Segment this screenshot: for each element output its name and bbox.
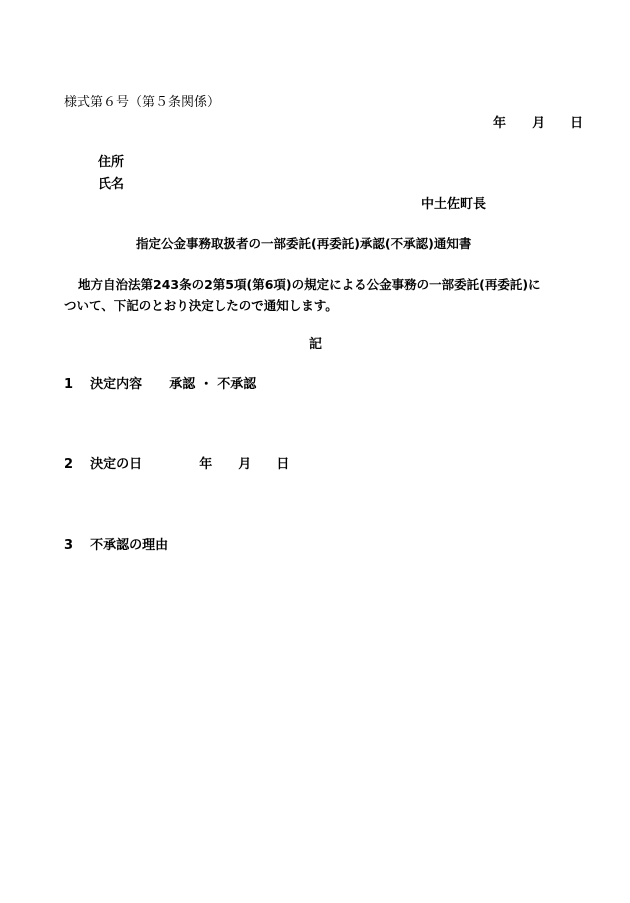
address-label: 住所 (98, 155, 125, 170)
item-3-number: 3 (64, 538, 74, 553)
item-3-label: 不承認の理由 (90, 538, 169, 553)
header-date-day: 日 (570, 116, 584, 131)
header-date-year: 年 (493, 116, 507, 131)
item-1-label: 決定内容 (90, 377, 143, 392)
ki-heading: 記 (309, 337, 323, 352)
item-2-day: 日 (276, 457, 290, 472)
body-line-1: 地方自治法第243条の2第5項(第6項)の規定による公金事務の一部委託(再委託)に (78, 277, 541, 292)
form-number: 様式第６号（第５条関係） (64, 95, 221, 110)
item-2 (64, 457, 289, 473)
item-1-number: 1 (64, 377, 74, 392)
item-2-number: 2 (64, 457, 74, 472)
item-1-value: 承認 ・ 不承認 (169, 377, 257, 392)
item-2-year: 年 (199, 457, 213, 472)
header-date (493, 116, 583, 132)
name-label: 氏名 (98, 177, 125, 192)
issuer: 中土佐町長 (421, 197, 487, 212)
item-1 (64, 377, 256, 393)
document-title: 指定公金事務取扱者の一部委託(再委託)承認(不承認)通知書 (136, 236, 472, 251)
item-3 (64, 538, 168, 554)
item-2-label: 決定の日 (90, 457, 143, 472)
body-line-2: ついて、下記のとおり決定したので通知します。 (64, 298, 338, 313)
item-2-month: 月 (238, 457, 252, 472)
header-date-month: 月 (532, 116, 546, 131)
